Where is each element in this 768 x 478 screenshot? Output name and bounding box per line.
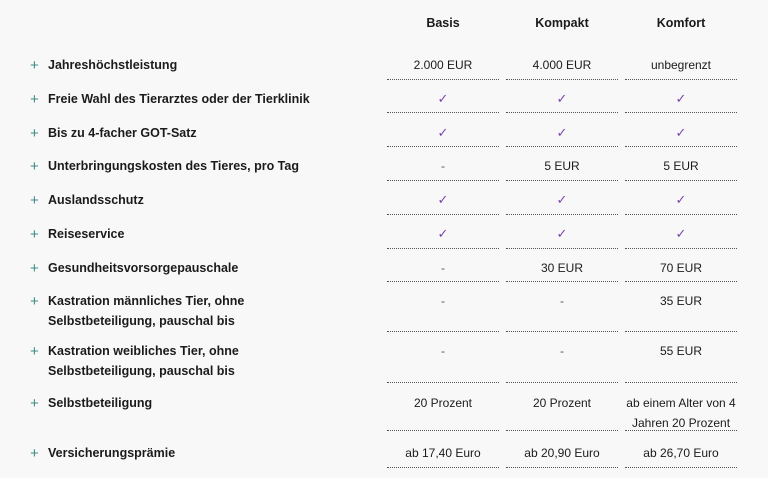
checkmark-icon: ✓ — [675, 125, 687, 140]
row-divider — [625, 382, 737, 383]
cell-basis: 2.000 EUR — [413, 58, 473, 72]
cell-kompakt: - — [560, 344, 564, 358]
cell-komfort: 55 EUR — [659, 344, 703, 358]
cell-basis: - — [441, 344, 445, 358]
row-divider — [625, 79, 737, 80]
cell-basis: 20 Prozent — [413, 396, 473, 410]
plus-icon[interactable]: + — [30, 260, 39, 277]
checkmark-icon: ✓ — [675, 226, 687, 241]
checkmark-icon: ✓ — [437, 91, 449, 106]
checkmark-icon: ✓ — [556, 226, 568, 241]
checkmark-icon: ✓ — [556, 91, 568, 106]
column-header-basis: Basis — [426, 16, 460, 30]
row-divider — [625, 146, 737, 147]
column-header-kompakt: Kompakt — [535, 16, 589, 30]
plus-icon[interactable]: + — [30, 125, 39, 142]
row-divider — [387, 331, 499, 332]
row-divider — [625, 281, 737, 282]
row-divider — [506, 281, 618, 282]
plus-icon[interactable]: + — [30, 226, 39, 243]
row-divider — [625, 467, 737, 468]
row-divider — [387, 467, 499, 468]
row-label[interactable]: Reiseservice — [48, 227, 125, 241]
cell-komfort: unbegrenzt — [650, 58, 712, 72]
cell-basis: - — [441, 159, 445, 173]
row-divider — [387, 248, 499, 249]
row-divider — [506, 382, 618, 383]
cell-komfort: 70 EUR — [659, 261, 703, 275]
plus-icon[interactable]: + — [30, 395, 39, 412]
cell-kompakt: ab 20,90 Euro — [524, 446, 600, 460]
plus-icon[interactable]: + — [30, 158, 39, 175]
row-divider — [506, 214, 618, 215]
row-divider — [625, 214, 737, 215]
cell-komfort: 35 EUR — [659, 294, 703, 308]
row-divider — [506, 146, 618, 147]
row-divider — [506, 79, 618, 80]
row-label[interactable]: Auslandsschutz — [48, 193, 144, 207]
row-divider — [387, 146, 499, 147]
checkmark-icon: ✓ — [437, 192, 449, 207]
plus-icon[interactable]: + — [30, 192, 39, 209]
row-label[interactable]: Versicherungsprämie — [48, 446, 176, 460]
table-header — [0, 16, 768, 36]
row-divider — [387, 180, 499, 181]
row-divider — [625, 331, 737, 332]
plus-icon[interactable]: + — [30, 57, 39, 74]
row-divider — [506, 180, 618, 181]
row-label[interactable]: Kastration männliches Tier, ohne Selbstbeteiligung, pauschal bis — [48, 294, 245, 328]
cell-kompakt: 30 EUR — [540, 261, 584, 275]
checkmark-icon: ✓ — [556, 125, 568, 140]
cell-basis: ab 17,40 Euro — [405, 446, 481, 460]
row-label[interactable]: Unterbringungskosten des Tieres, pro Tag — [48, 159, 299, 173]
cell-kompakt: - — [560, 294, 564, 308]
row-divider — [625, 430, 737, 431]
cell-basis: - — [441, 294, 445, 308]
row-divider — [387, 382, 499, 383]
row-divider — [506, 248, 618, 249]
checkmark-icon: ✓ — [437, 125, 449, 140]
checkmark-icon: ✓ — [675, 91, 687, 106]
row-divider — [506, 112, 618, 113]
cell-komfort: ab einem Alter von 4 Jahren 20 Prozent — [626, 396, 736, 430]
cell-kompakt: 4.000 EUR — [532, 58, 592, 72]
row-divider — [625, 248, 737, 249]
plus-icon[interactable]: + — [30, 445, 39, 462]
cell-komfort: 5 EUR — [663, 159, 699, 173]
cell-komfort: ab 26,70 Euro — [643, 446, 719, 460]
row-divider — [625, 180, 737, 181]
plus-icon[interactable]: + — [30, 343, 39, 360]
row-label[interactable]: Freie Wahl des Tierarztes oder der Tierklinik — [48, 92, 310, 106]
row-divider — [506, 430, 618, 431]
row-divider — [387, 112, 499, 113]
row-divider — [506, 331, 618, 332]
row-divider — [387, 430, 499, 431]
cell-kompakt: 20 Prozent — [532, 396, 592, 410]
row-label[interactable]: Selbstbeteiligung — [48, 396, 153, 410]
row-divider — [625, 112, 737, 113]
row-label[interactable]: Jahreshöchstleistung — [48, 58, 178, 72]
checkmark-icon: ✓ — [675, 192, 687, 207]
row-label[interactable]: Bis zu 4-facher GOT-Satz — [48, 126, 197, 140]
checkmark-icon: ✓ — [437, 226, 449, 241]
checkmark-icon: ✓ — [556, 192, 568, 207]
row-label[interactable]: Gesundheitsvorsorgepauschale — [48, 261, 239, 275]
plus-icon[interactable]: + — [30, 293, 39, 310]
row-divider — [387, 281, 499, 282]
cell-kompakt: 5 EUR — [544, 159, 580, 173]
row-divider — [506, 467, 618, 468]
row-divider — [387, 214, 499, 215]
column-header-komfort: Komfort — [656, 16, 706, 30]
row-divider — [387, 79, 499, 80]
plus-icon[interactable]: + — [30, 91, 39, 108]
cell-basis: - — [441, 261, 445, 275]
row-label[interactable]: Kastration weibliches Tier, ohne Selbstbeteiligung, pauschal bis — [48, 344, 239, 378]
